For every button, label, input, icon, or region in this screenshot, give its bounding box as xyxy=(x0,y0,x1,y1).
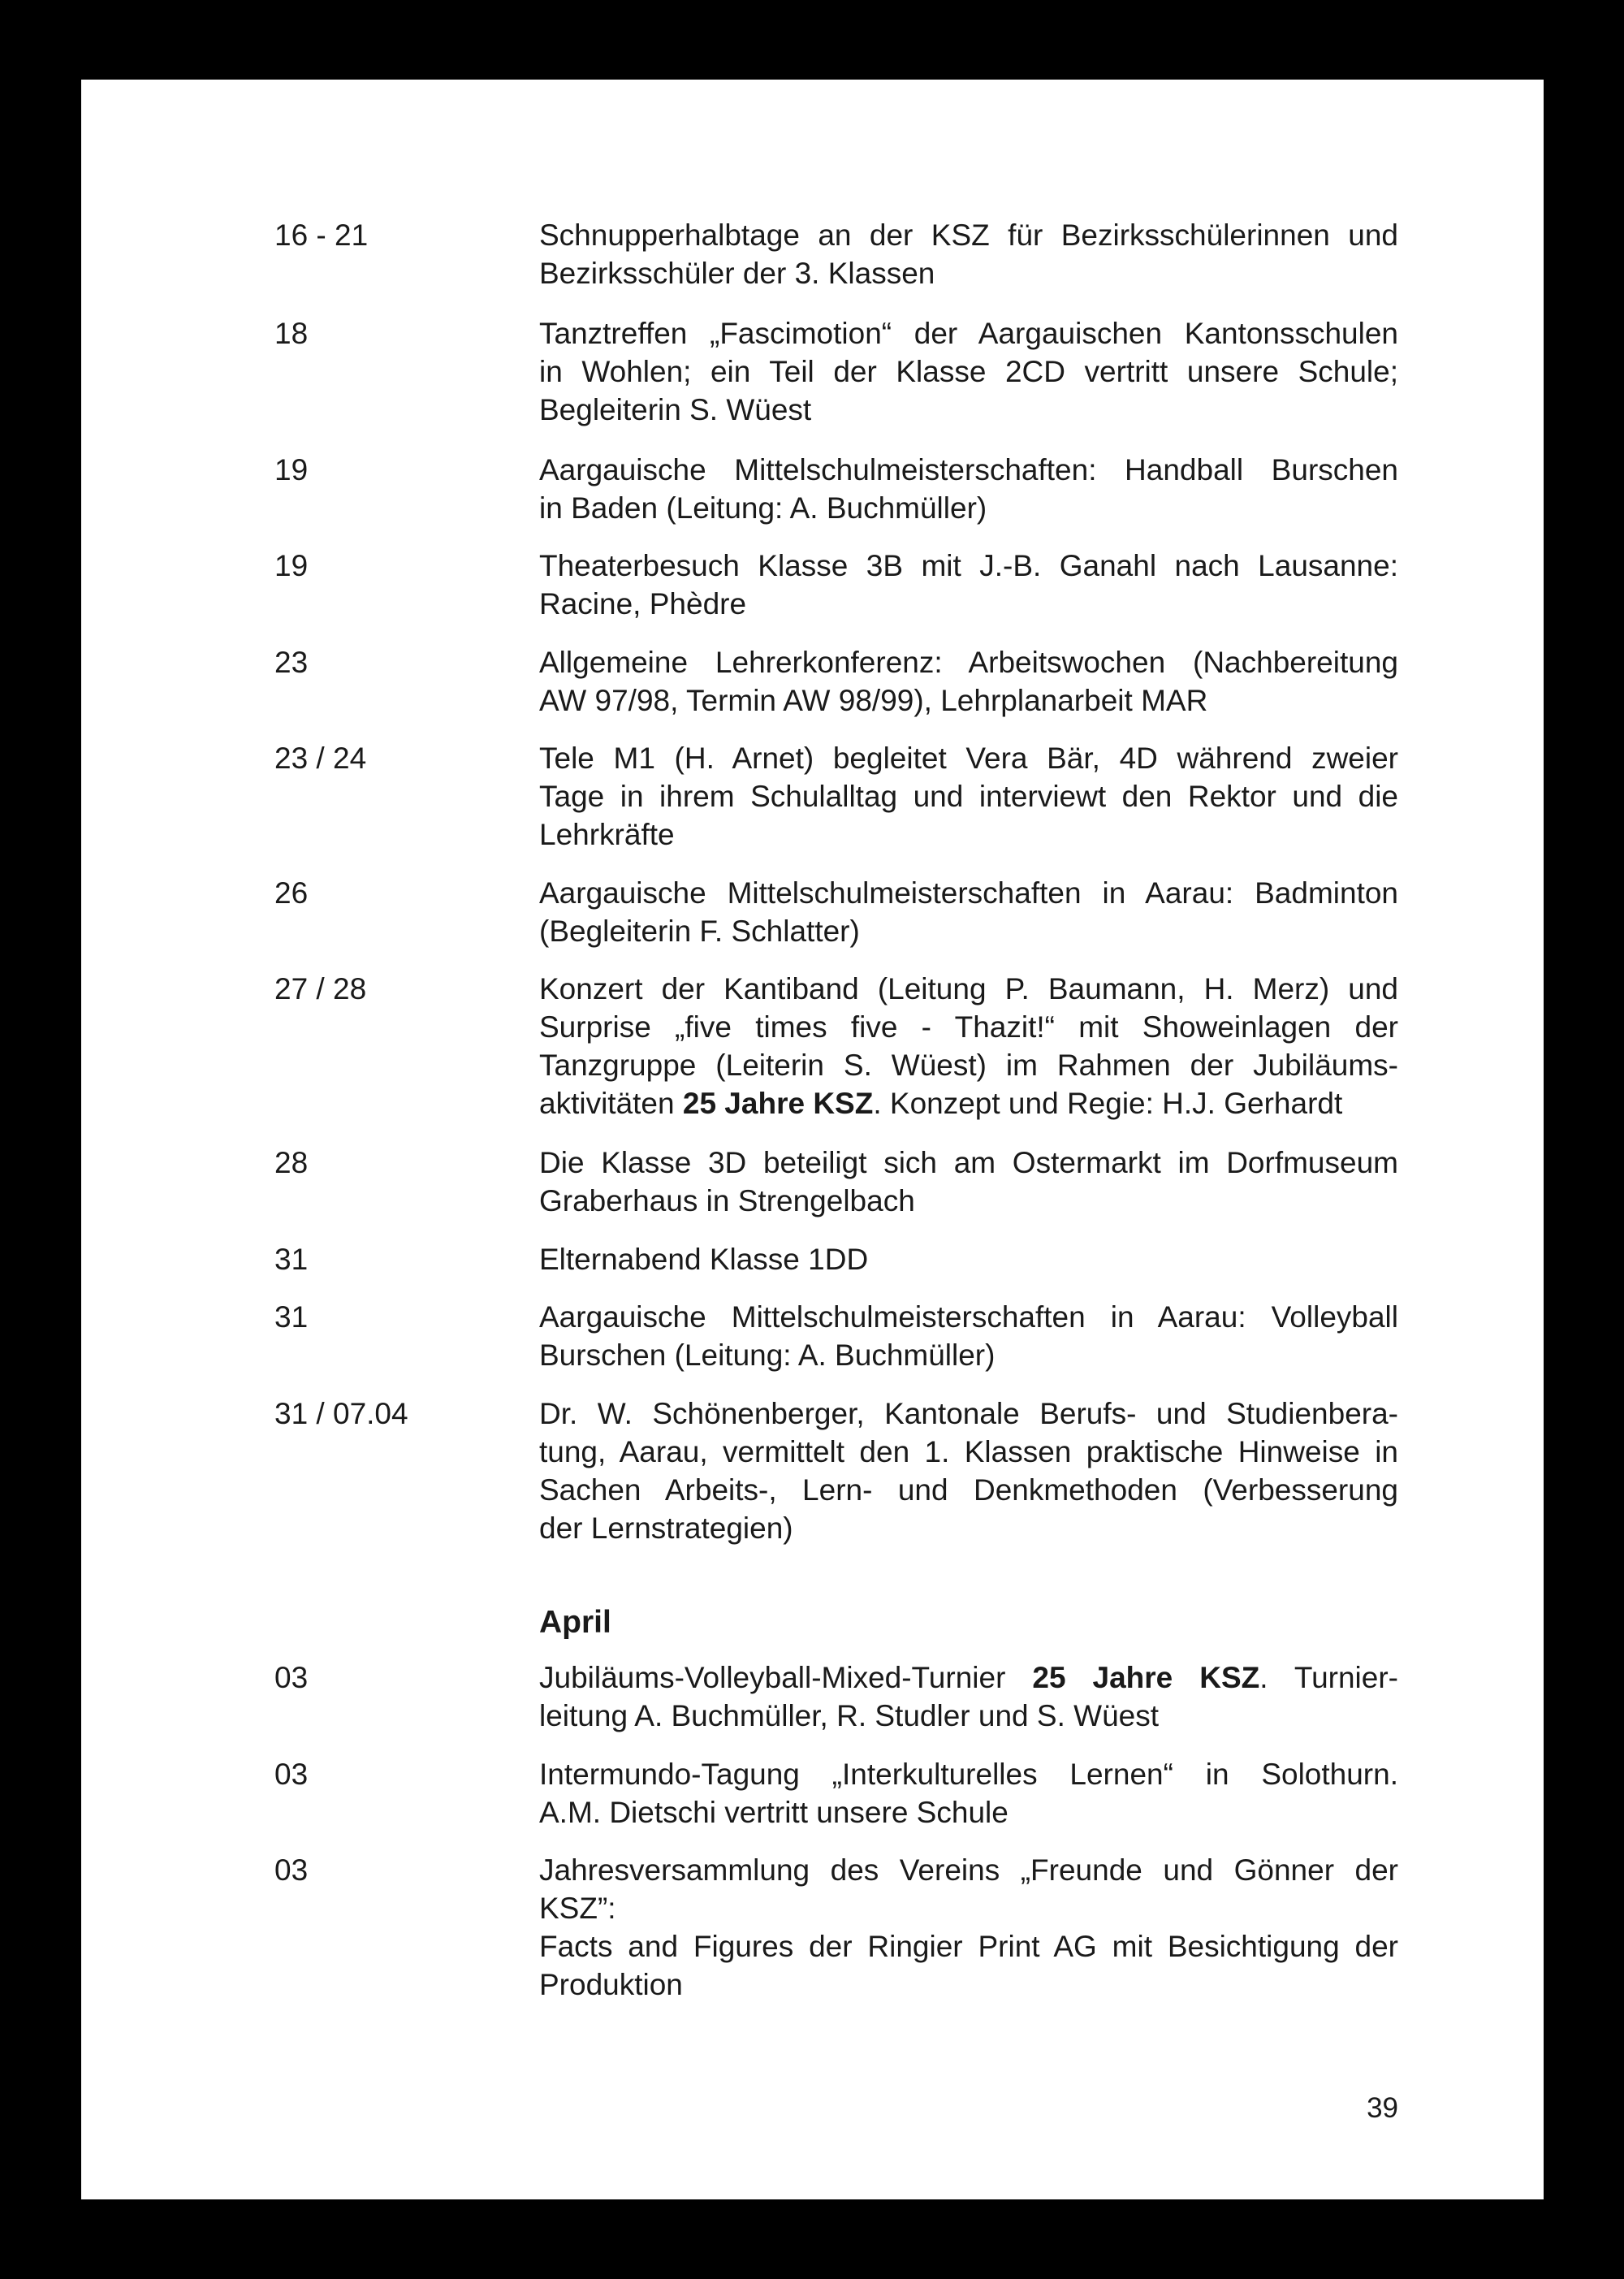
entry-line: leitung A. Buchmüller, R. Studler und S. Wüest xyxy=(539,1699,1159,1732)
entry-line: (Begleiterin F. Schlatter) xyxy=(539,915,860,948)
jubilee-highlight: 25 Jahre KSZ xyxy=(682,1087,874,1120)
entry-text xyxy=(539,739,1398,854)
entry-date: 26 xyxy=(274,876,309,910)
entry-text xyxy=(539,1755,1398,1831)
entry-text xyxy=(539,1240,1398,1278)
entry-line: Burschen (Leitung: A. Buchmüller) xyxy=(539,1338,996,1372)
entry-date: 03 xyxy=(274,1661,309,1694)
entry-line: tung, Aarau, vermittelt den 1. Klassen praktische Hinweise in xyxy=(539,1435,1398,1468)
entry-date: 28 xyxy=(274,1146,309,1179)
entry-text xyxy=(539,970,1398,1122)
entry-date: 19 xyxy=(274,453,309,487)
entry-line: Lehrkräfte xyxy=(539,818,675,851)
entry-line: Intermundo-Tagung „Interkulturelles Lernen“ in Solothurn. xyxy=(539,1758,1398,1791)
entry-text xyxy=(539,1658,1398,1735)
entry-line: Racine, Phèdre xyxy=(539,587,747,621)
entry-text xyxy=(539,874,1398,950)
entry-date: 31 xyxy=(274,1243,309,1276)
entry-line-part: . Konzept und Regie: H.J. Gerhardt xyxy=(873,1087,1343,1120)
entry-line: Aargauische Mittelschulmeisterschaften in Aarau: Volleyball xyxy=(539,1300,1398,1334)
entry-text xyxy=(539,1144,1398,1220)
entry-text xyxy=(539,1395,1398,1547)
entry-line xyxy=(539,1084,1398,1122)
entry-line: Graberhaus in Strengelbach xyxy=(539,1184,915,1217)
entry-date: 23 / 24 xyxy=(274,742,367,775)
entry-date: 03 xyxy=(274,1758,309,1791)
entry-line: Tanzgruppe (Leiterin S. Wüest) im Rahmen der Jubiläums- xyxy=(539,1049,1398,1082)
entry-line-part: Jubiläums-Volleyball-Mixed-Turnier xyxy=(539,1661,1033,1694)
entry-line: der Lernstrategien) xyxy=(539,1511,793,1545)
entry-line: Tage in ihrem Schulalltag und interviewt den Rektor und die xyxy=(539,780,1398,813)
entry-line: Allgemeine Lehrerkonferenz: Arbeitswochen (Nachbereitung xyxy=(539,646,1398,679)
entry-line: Tele M1 (H. Arnet) begleitet Vera Bär, 4D während zweier xyxy=(539,742,1398,775)
page-content xyxy=(81,80,1544,2199)
entry-line: Die Klasse 3D beteiligt sich am Ostermarkt im Dorfmuseum xyxy=(539,1146,1398,1179)
document-page xyxy=(81,80,1544,2199)
entry-line: Theaterbesuch Klasse 3B mit J.-B. Ganahl nach Lausanne: xyxy=(539,549,1398,582)
entry-line: KSZ”: xyxy=(539,1892,616,1925)
entry-line: Bezirksschüler der 3. Klassen xyxy=(539,257,935,290)
entry-date: 16 - 21 xyxy=(274,218,369,252)
entry-date: 18 xyxy=(274,317,309,350)
entry-line xyxy=(539,1658,1398,1697)
entry-16-21 xyxy=(81,216,1544,290)
entry-line: Elternabend Klasse 1DD xyxy=(539,1243,869,1276)
entry-text xyxy=(539,1298,1398,1374)
entry-text xyxy=(539,643,1398,720)
entry-line-part: aktivitäten xyxy=(539,1087,683,1120)
entry-line: Sachen Arbeits-, Lern- und Denkmethoden (Verbesserung xyxy=(539,1473,1398,1507)
entry-date: 27 / 28 xyxy=(274,972,367,1005)
entry-line: Konzert der Kantiband (Leitung P. Baumann, H. Merz) und xyxy=(539,972,1398,1005)
entry-text xyxy=(539,547,1398,623)
entry-line: Aargauische Mittelschulmeisterschaften in Aarau: Badminton xyxy=(539,876,1398,910)
entry-line: Dr. W. Schönenberger, Kantonale Berufs- und Studienbera- xyxy=(539,1397,1398,1430)
month-heading-april: April xyxy=(539,1605,611,1640)
entry-text xyxy=(539,216,1398,292)
entry-line: in Baden (Leitung: A. Buchmüller) xyxy=(539,491,987,525)
entry-line: Surprise „five times five - Thazit!“ mit Showeinlagen der xyxy=(539,1010,1398,1044)
entry-line: Begleiterin S. Wüest xyxy=(539,393,812,426)
entry-line: Facts and Figures der Ringier Print AG mit Besichtigung der xyxy=(539,1930,1398,1963)
entry-line: Jahresversammlung des Vereins „Freunde und Gönner der xyxy=(539,1853,1398,1887)
entry-line-part: . Turnier- xyxy=(1259,1661,1398,1694)
entry-line: Tanztreffen „Fascimotion“ der Aargauischen Kantonsschulen xyxy=(539,317,1398,350)
entry-line: Produktion xyxy=(539,1968,683,2001)
entry-line: in Wohlen; ein Teil der Klasse 2CD vertritt unsere Schule; xyxy=(539,355,1398,388)
jubilee-highlight: 25 Jahre KSZ xyxy=(1032,1661,1260,1694)
entry-line: AW 97/98, Termin AW 98/99), Lehrplanarbeit MAR xyxy=(539,684,1208,717)
entry-date: 03 xyxy=(274,1853,309,1887)
page-number: 39 xyxy=(1367,2092,1398,2124)
entry-date: 23 xyxy=(274,646,309,679)
entry-text xyxy=(539,314,1398,429)
entry-text xyxy=(539,451,1398,527)
entry-text xyxy=(539,1851,1398,2004)
entry-date: 31 / 07.04 xyxy=(274,1397,408,1430)
entry-date: 31 xyxy=(274,1300,309,1334)
entry-line: Schnupperhalbtage an der KSZ für Bezirksschülerinnen und xyxy=(539,218,1398,252)
entry-line: Aargauische Mittelschulmeisterschaften: Handball Burschen xyxy=(539,453,1398,487)
entry-line: A.M. Dietschi vertritt unsere Schule xyxy=(539,1796,1009,1829)
entry-date: 19 xyxy=(274,549,309,582)
